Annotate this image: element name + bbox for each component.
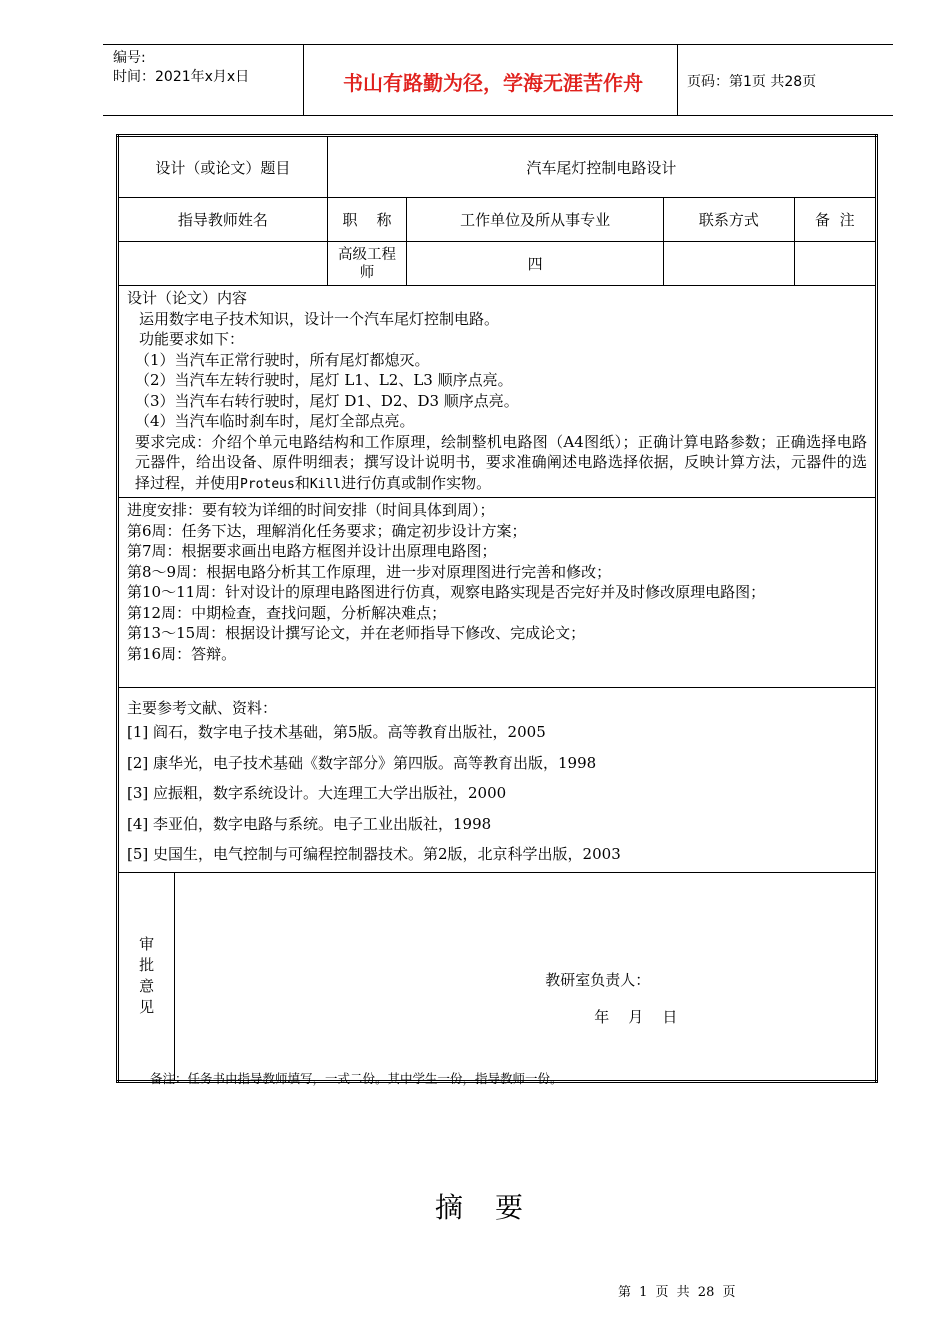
header-contact: 联系方式 — [664, 198, 795, 242]
reference-item: [5] 史国生，电气控制与可编程控制器技术。第2版，北京科学出版，2003 — [127, 845, 621, 863]
content-func-title: 功能要求如下： — [139, 330, 245, 348]
content-requirement — [127, 432, 867, 496]
design-content — [118, 286, 877, 498]
references-heading: 主要参考文献、资料： — [127, 699, 278, 717]
header-unit: 工作单位及所从事专业 — [407, 198, 664, 242]
approval-char: 见 — [139, 998, 155, 1016]
content-item: （3）当汽车右转行驶时，尾灯 D1、D2、D3 顺序点亮。 — [135, 391, 519, 410]
content-item: （1）当汽车正常行驶时，所有尾灯都熄灭。 — [135, 350, 430, 369]
schedule-item: 第16周：答辩。 — [127, 644, 237, 663]
approval-char: 批 — [139, 956, 155, 974]
contact-cell — [664, 242, 795, 286]
teacher-data-row — [118, 242, 877, 286]
content-item: （2）当汽车左转行驶时，尾灯 L1、L2、L3 顺序点亮。 — [135, 371, 513, 389]
schedule-item: 第7周：根据要求画出电路方框图并设计出原理电路图； — [127, 542, 497, 560]
approval-person: 教研室负责人： — [545, 970, 651, 989]
schedule-item: 第8～9周：根据电路分析其工作原理，进一步对原理图进行完善和修改； — [127, 562, 612, 581]
remark-cell — [794, 242, 876, 286]
content-intro: 运用数字电子技术知识，设计一个汽车尾灯控制电路。 — [139, 309, 500, 328]
approval-content — [175, 872, 877, 1081]
title-cell: 高级工程师 — [327, 242, 406, 286]
teacher-name-cell — [118, 242, 328, 286]
reference-item: [3] 应振粗，数字系统设计。大连理工大学出版社，2000 — [127, 784, 507, 802]
requirement-software: Kill — [309, 476, 342, 492]
approval-char: 审 — [139, 935, 155, 953]
requirement-software: Proteus — [240, 476, 295, 492]
approval-char: 意 — [139, 977, 155, 995]
references — [118, 688, 877, 873]
approval-row — [118, 872, 877, 1081]
task-table — [116, 134, 878, 1083]
requirement-text: 要求完成：介绍个单元电路结构和工作原理，绘制整机电路图（A4图纸）；正确计算电路参数；正确选择电路元器件，给出设备、原件明细表；撰写设计说明书，要求准确阐述电路选择依据，反映计算方法，元器件的选择过程，并使用 — [135, 432, 867, 492]
topic-row — [118, 136, 877, 198]
reference-item: [2] 康华光，电子技术基础《数字部分》第四版。高等教育出版，1998 — [127, 753, 597, 772]
schedule-item: 第12周：中期检查，查找问题，分析解决难点； — [127, 603, 447, 622]
requirement-conj: 和 — [294, 473, 310, 492]
table-note: 备注：任务书由指导教师填写，一式二份。其中学生一份，指导教师一份。 — [150, 1071, 563, 1086]
topic-label: 设计（或论文）题目 — [118, 136, 328, 198]
header-slogan: 书山有路勤为径，学海无涯苦作舟 — [343, 71, 643, 95]
header-teacher-name: 指导教师姓名 — [118, 198, 328, 242]
requirement-text: 进行仿真或制作实物。 — [341, 473, 492, 492]
approval-date: 年 月 日 — [594, 1007, 678, 1026]
schedule-item: 第10～11周：针对设计的原理电路图进行仿真，观察电路实现是否完好并及时修改原理电路图； — [127, 583, 766, 601]
abstract-title: 摘要 — [434, 1191, 555, 1224]
reference-item: [4] 李亚伯，数字电路与系统。电子工业出版社，1998 — [127, 814, 492, 833]
reference-item: [1] 阎石，数字电子技术基础，第5版。高等教育出版社，2005 — [127, 723, 546, 741]
schedule-row — [118, 498, 877, 688]
number-label: 编号: — [113, 50, 146, 66]
schedule-item: 第6周：任务下达，理解消化任务要求；确定初步设计方案； — [127, 521, 527, 540]
references-row — [118, 688, 877, 873]
unit-cell: 四 — [407, 242, 664, 286]
header-remark: 备 注 — [794, 198, 876, 242]
content-heading: 设计（论文）内容 — [127, 289, 248, 307]
header-page-info: 页码：第1页 共28页 — [687, 74, 817, 90]
schedule-item: 第13～15周：根据设计撰写论文，并在老师指导下修改、完成论文； — [127, 624, 586, 642]
time-label: 时间：2021年x月x日 — [113, 69, 250, 85]
header-meta — [113, 49, 249, 87]
teacher-header-row — [118, 198, 877, 242]
page-footer: 第 1 页 共 28 页 — [618, 1285, 736, 1300]
topic-value: 汽车尾灯控制电路设计 — [327, 136, 876, 198]
page-header — [103, 44, 893, 116]
content-item: （4）当汽车临时刹车时，尾灯全部点亮。 — [135, 412, 415, 430]
schedule — [118, 498, 877, 688]
schedule-heading: 进度安排：要有较为详细的时间安排（时间具体到周）； — [127, 501, 495, 519]
content-row — [118, 286, 877, 498]
header-divider — [303, 45, 304, 115]
header-title: 职 称 — [327, 198, 406, 242]
approval-label — [118, 872, 175, 1081]
